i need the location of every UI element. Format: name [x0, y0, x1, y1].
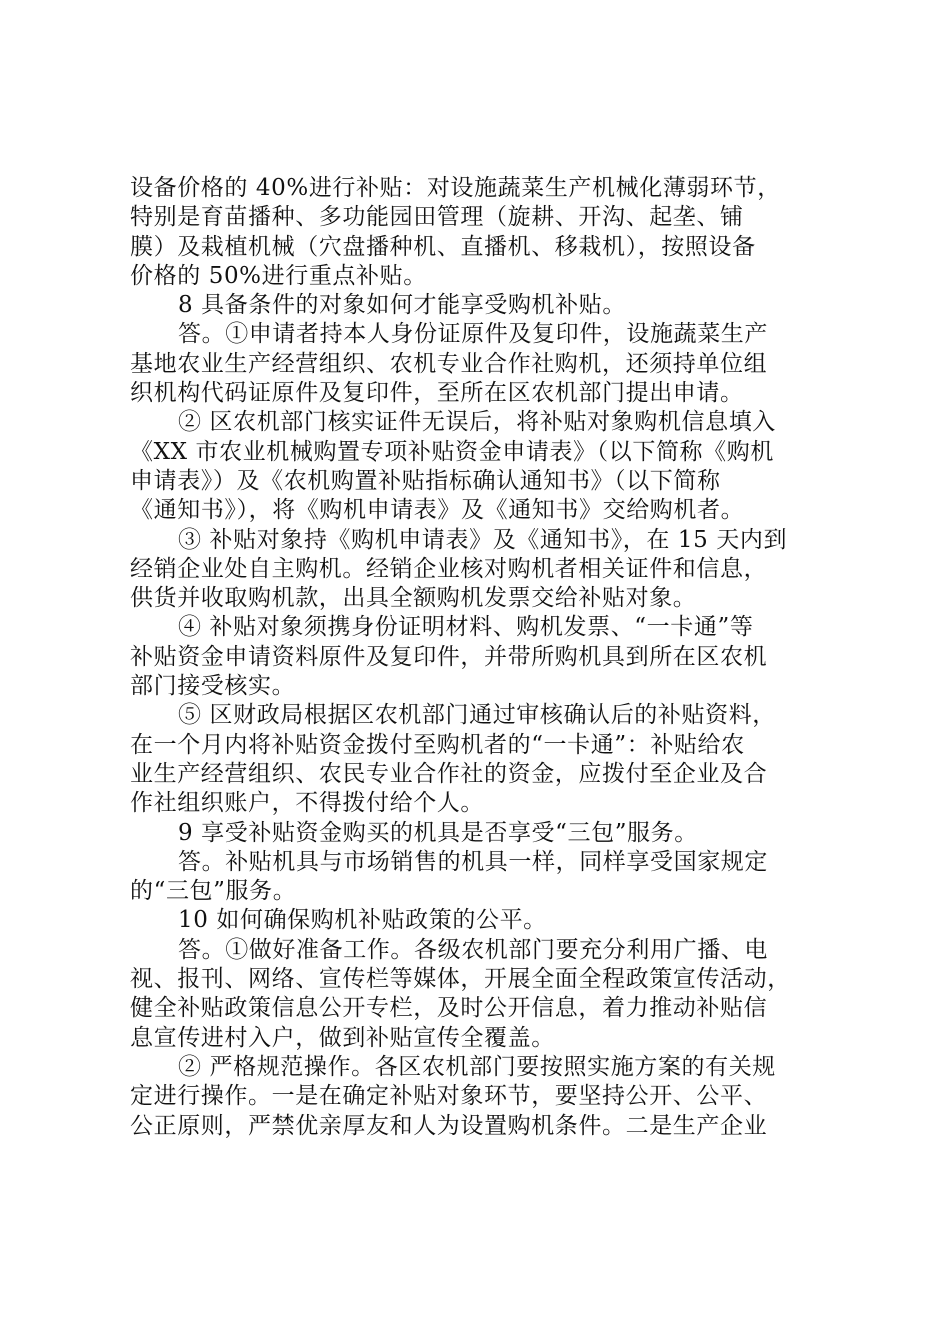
text-line: ⑤ 区财政局根据区农机部门通过审核确认后的补贴资料，: [178, 702, 776, 729]
text-line: 经销企业处自主购机。经销企业核对购机者相关证件和信息，: [130, 555, 768, 582]
text-line: 的“三包”服务。: [130, 878, 297, 905]
text-line: 8 具备条件的对象如何才能享受购机补贴。: [178, 292, 626, 319]
text-line: 基地农业生产经营组织、农机专业合作社购机，还须持单位组: [130, 350, 768, 377]
text-line: 部门接受核实。: [130, 673, 296, 700]
text-line: 《XX 市农业机械购置专项补贴资金申请表》（以下简称《购机: [130, 438, 774, 465]
text-line: 供货并收取购机款，出具全额购机发票交给补贴对象。: [130, 585, 697, 612]
text-line: 作社组织账户，不得拨付给个人。: [130, 790, 484, 817]
text-line: 10 如何确保购机补贴政策的公平。: [178, 907, 547, 934]
document-page: [130, 174, 832, 1141]
text-line: 《通知书》），将《购机申请表》及《通知书》交给购机者。: [130, 497, 745, 524]
text-line: 公正原则，严禁优亲厚友和人为设置购机条件。二是生产企业: [130, 1112, 768, 1139]
text-line: 健全补贴政策信息公开专栏，及时公开信息，着力推动补贴信: [130, 995, 768, 1022]
text-line: ③ 补贴对象持《购机申请表》及《通知书》，在 15 天内到: [178, 526, 788, 553]
text-line: 特别是育苗播种、多功能园田管理（旋耕、开沟、起垄、铺: [130, 204, 744, 231]
text-line: 申请表》）及《农机购置补贴指标确认通知书》（以下简称: [130, 467, 721, 494]
text-line: 答。①申请者持本人身份证原件及复印件，设施蔬菜生产: [178, 321, 768, 348]
text-line: 定进行操作。一是在确定补贴对象环节，要坚持公开、公平、: [130, 1083, 768, 1110]
text-line: 在一个月内将补贴资金拨付至购机者的“一卡通”：补贴给农: [130, 731, 745, 758]
text-line: 设备价格的 40%进行补贴：对设施蔬菜生产机械化薄弱环节，: [130, 175, 781, 201]
text-line: 织机构代码证原件及复印件，至所在区农机部门提出申请。: [130, 380, 744, 407]
text-line: 价格的 50%进行重点补贴。: [130, 262, 427, 289]
text-line: 膜）及栽植机械（穴盘播种机、直播机、移栽机），按照设备: [130, 233, 756, 260]
text-line: 息宣传进村入户，做到补贴宣传全覆盖。: [130, 1024, 555, 1051]
text-line: ④ 补贴对象须携身份证明材料、购机发票、“一卡通”等: [178, 614, 754, 641]
text-line: 答。补贴机具与市场销售的机具一样，同样享受国家规定: [178, 848, 768, 875]
text-line: 9 享受补贴资金购买的机具是否享受“三包”服务。: [178, 819, 698, 846]
text-line: 答。①做好准备工作。各级农机部门要充分利用广播、电: [178, 936, 768, 963]
text-line: ② 区农机部门核实证件无误后，将补贴对象购机信息填入: [178, 409, 776, 436]
text-line: 视、报刊、网络、宣传栏等媒体，开展全面全程政策宣传活动，: [130, 966, 791, 993]
text-line: 补贴资金申请资料原件及复印件，并带所购机具到所在区农机: [130, 643, 768, 670]
text-line: 业生产经营组织、农民专业合作社的资金，应拨付至企业及合: [130, 760, 768, 787]
text-line: ② 严格规范操作。各区农机部门要按照实施方案的有关规: [178, 1053, 776, 1080]
